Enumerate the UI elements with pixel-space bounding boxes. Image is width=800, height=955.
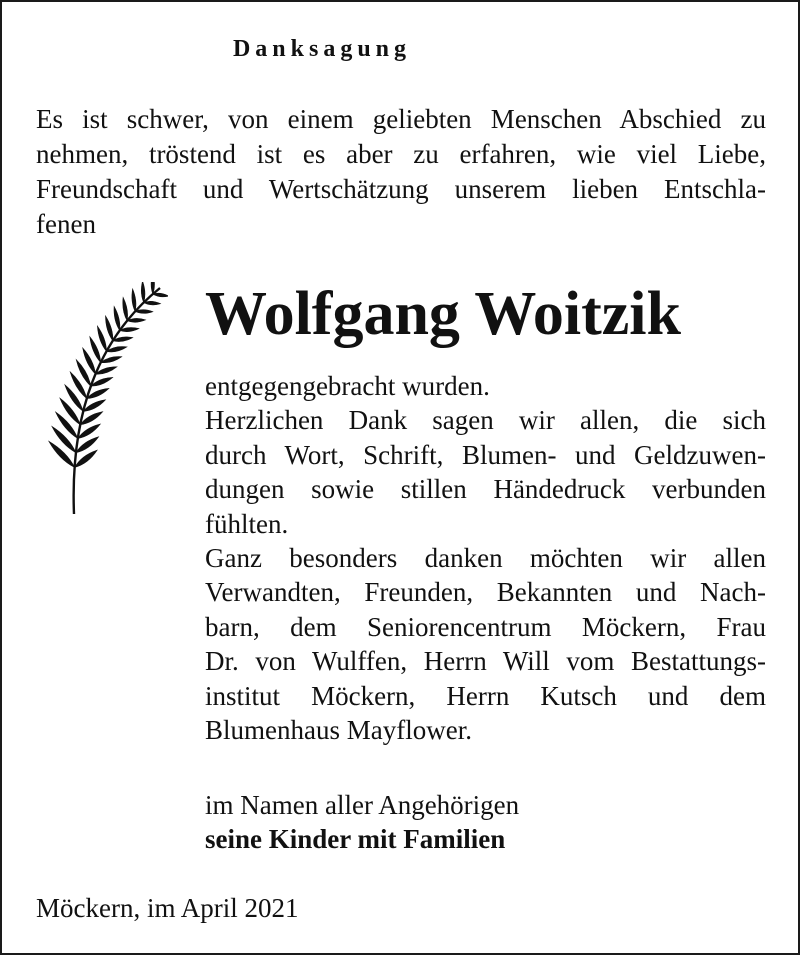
leaflet-left [123,297,128,320]
place-date: Möckern, im April 2021 [36,893,299,923]
intro-line: Es ist schwer, von einem geliebten Menschen Abschied zu [36,104,766,134]
leaflet-left [90,337,101,363]
body-line: Herzlichen Dank sagen wir allen, die sich [205,405,766,436]
body-line: dungen sowie stillen Händedruck verbunden [205,474,766,505]
intro-paragraph [36,102,766,242]
signature-family: seine Kinder mit Familien [205,824,506,854]
leaflet-right [153,293,168,297]
notice-heading: Danksagung [232,36,412,62]
leaflet-right [75,450,98,467]
signature-block [205,788,519,856]
leaflet-left [97,326,106,351]
leaflet-right [144,301,161,305]
leaflet-left [132,289,136,312]
body-line: durch Wort, Schrift, Blumen- und Geldzuwen- [205,439,766,470]
leaflet-left [141,282,145,303]
leaflet-right [135,310,153,314]
leaflet-left [114,306,120,330]
intro-line: Freundschaft und Wertschätzung unserem lieben Entschla- [36,174,766,204]
body-line: barn, dem Seniorencentrum Möckern, Frau [205,611,766,642]
body-line: Blumenhaus Mayflower. [205,715,472,746]
leaflet-left [106,316,113,341]
body-line: fühlten. [205,508,289,539]
leaflet-right [76,437,99,453]
body-line: Ganz besonders danken möchten wir allen [205,543,766,574]
intro-line: nehmen, tröstend ist es aber zu erfahren, wie viel Liebe, [36,139,766,169]
intro-line: fenen [36,209,96,239]
deceased-name: Wolfgang Woitzik [205,280,681,348]
signature-line: im Namen aller Angehörigen [205,790,520,820]
body-line: entgegengebracht wurden. [205,371,490,401]
leaflet-right [78,424,101,439]
body-line: Verwandten, Freunden, Bekannten und Nach- [205,577,766,608]
thanks-paragraph [205,369,766,747]
body-line: Dr. von Wulffen, Herrn Will vom Bestattungs- [205,646,766,677]
palm-leaf-icon [38,282,168,522]
body-line: institut Möckern, Herrn Kutsch und dem [205,680,766,711]
